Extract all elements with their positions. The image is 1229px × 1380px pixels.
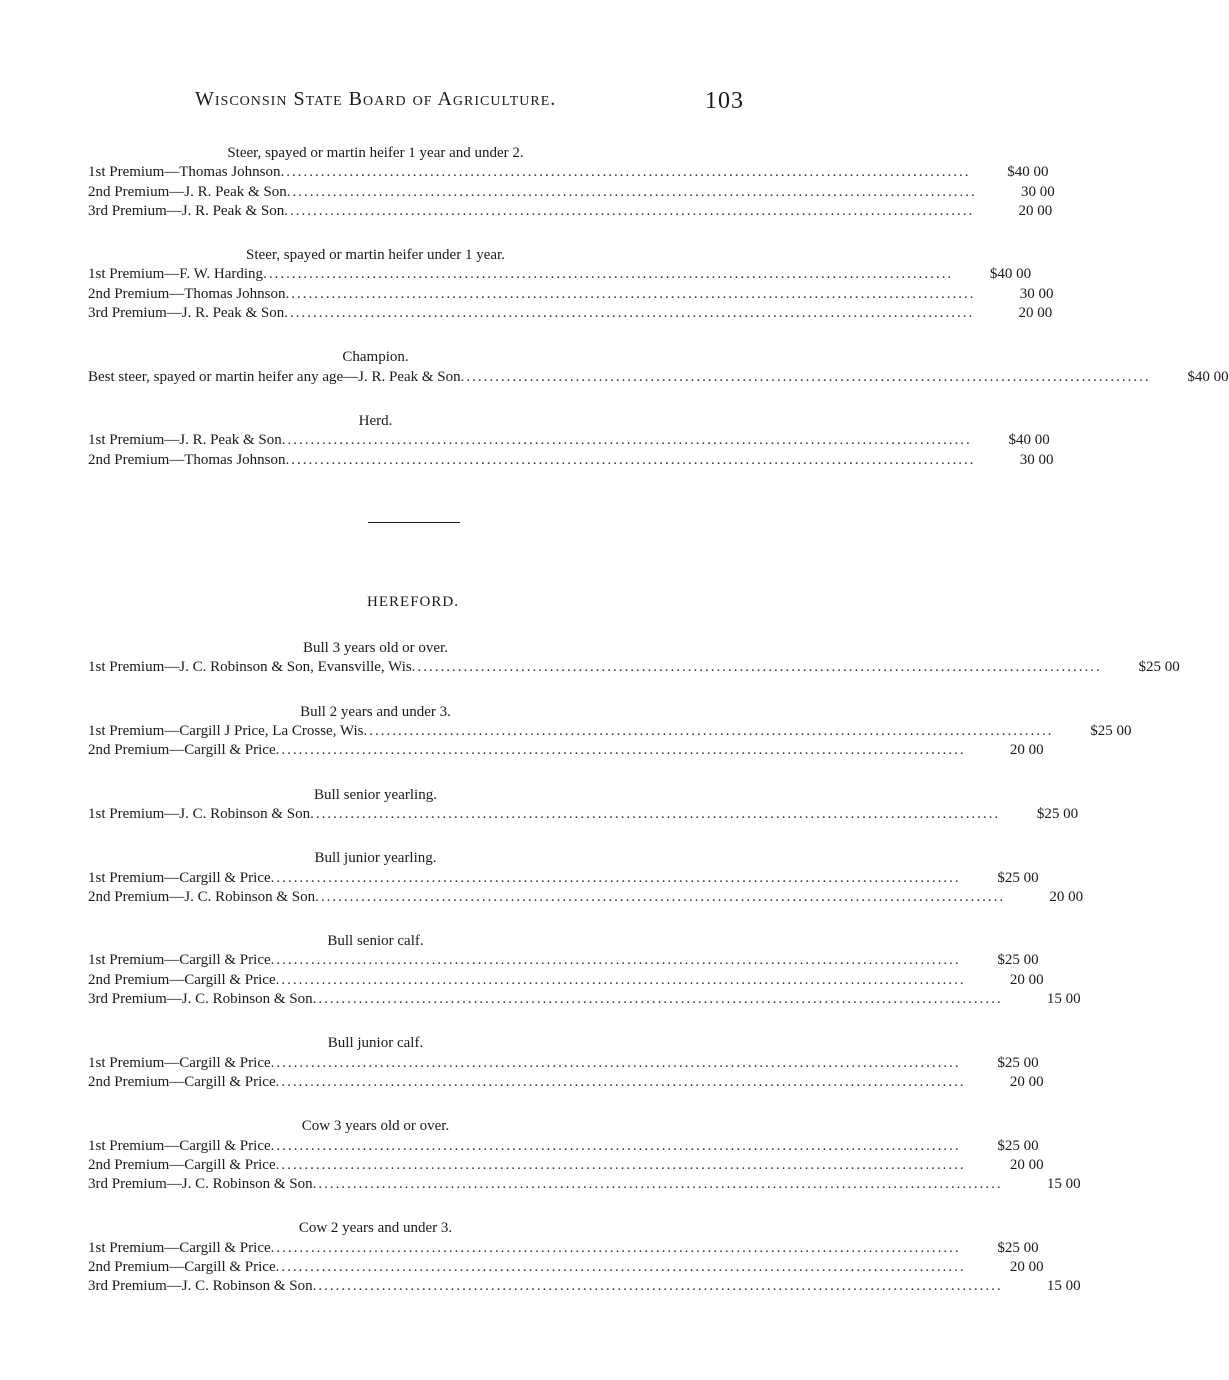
dot-leader: ........................................................................................................................: [286, 183, 977, 200]
award-entry: 1st Premium—Cargill & Price: [88, 952, 271, 969]
dot-leader: ........................................................................................................................: [275, 971, 966, 988]
prize-amount: 30 00: [1019, 451, 1054, 468]
premium-row: [88, 805, 1079, 824]
premium-row: [88, 431, 1050, 450]
award-entry: 1st Premium—F. W. Harding: [88, 266, 264, 283]
prize-amount: $25 00: [1138, 659, 1180, 676]
award-entry: 3rd Premium—J. C. Robinson & Son: [88, 1278, 313, 1295]
award-entry: 1st Premium—J. C. Robinson & Son, Evansville, Wis: [88, 659, 412, 676]
premium-row: [88, 971, 1044, 990]
prize-amount: $25 00: [1036, 805, 1079, 822]
premium-section: [88, 849, 1084, 907]
premium-row: [88, 1054, 1039, 1073]
section-heading: Steer, spayed or martin heifer 1 year and under 2.: [227, 145, 524, 161]
dot-leader: ........................................................................................................................: [284, 305, 975, 322]
premium-row: [88, 1175, 1081, 1194]
premium-section: [88, 786, 1079, 825]
prize-amount: 15 00: [1046, 991, 1081, 1008]
dot-leader: ........................................................................................................................: [285, 285, 976, 302]
premium-row: [88, 451, 1054, 470]
award-entry: 1st Premium—Cargill & Price: [88, 1054, 271, 1071]
premium-section: [88, 412, 1054, 470]
dot-leader: ........................................................................................................................: [281, 432, 972, 449]
premium-row: [88, 1156, 1044, 1175]
dot-leader: ........................................................................................................................: [270, 1137, 961, 1154]
premium-row: [88, 285, 1054, 304]
prize-amount: $25 00: [1090, 723, 1132, 740]
running-header: [195, 88, 740, 111]
dot-leader: ........................................................................................................................: [270, 952, 961, 969]
section-heading: Herd.: [358, 412, 393, 429]
dot-leader: ........................................................................................................................: [310, 805, 1001, 822]
premium-row: [88, 951, 1039, 970]
dot-leader: ........................................................................................................................: [284, 202, 975, 219]
prize-amount: 15 00: [1046, 1278, 1081, 1295]
premium-row: [88, 163, 1049, 182]
premium-section: [88, 932, 1081, 1009]
dot-leader: ........................................................................................................................: [270, 1054, 961, 1071]
premium-section: [88, 703, 1132, 761]
award-entry: 1st Premium—Thomas Johnson: [88, 164, 281, 181]
dot-leader: ........................................................................................................................: [275, 742, 966, 759]
prize-amount: 20 00: [1009, 742, 1044, 759]
award-entry: 1st Premium—J. C. Robinson & Son: [88, 805, 311, 822]
award-entry: 1st Premium—Cargill & Price: [88, 1137, 271, 1154]
dot-leader: ........................................................................................................................: [285, 451, 976, 468]
award-entry: 2nd Premium—Cargill & Price: [88, 1156, 276, 1173]
premium-row: [88, 202, 1053, 221]
premium-row: [88, 1137, 1039, 1156]
section-gap: [88, 1009, 740, 1034]
premium-section: [88, 348, 1229, 387]
section-heading: Steer, spayed or martin heifer under 1 year.: [246, 247, 505, 264]
dot-leader: ........................................................................................................................: [280, 164, 971, 181]
award-entry: Best steer, spayed or martin heifer any age—J. R. Peak & Son: [88, 368, 461, 385]
premium-section: [88, 1117, 1081, 1194]
prize-amount: 30 00: [1021, 183, 1055, 200]
dot-leader: ........................................................................................................................: [363, 723, 1054, 740]
prize-amount: 15 00: [1046, 1176, 1081, 1193]
premium-section: [88, 639, 1180, 678]
section-gap: [88, 761, 740, 786]
premium-row: [88, 1239, 1039, 1258]
section-gap: [88, 323, 740, 348]
prize-amount: 20 00: [1009, 1073, 1044, 1090]
dot-leader: ........................................................................................................................: [312, 1278, 1003, 1295]
award-entry: 2nd Premium—Cargill & Price: [88, 1073, 276, 1090]
section-gap: [88, 1092, 740, 1117]
page-title: Wisconsin State Board of Agriculture.: [195, 88, 557, 110]
section-heading: Cow 2 years and under 3.: [298, 1220, 453, 1237]
section-divider: [368, 522, 460, 523]
dot-leader: ........................................................................................................................: [263, 266, 954, 283]
award-entry: 1st Premium—Cargill & Price: [88, 1239, 271, 1256]
dot-leader: ........................................................................................................................: [460, 368, 1151, 385]
section-gap: [88, 907, 740, 932]
award-entry: 2nd Premium—J. R. Peak & Son: [88, 183, 287, 200]
section-heading: Bull 3 years old or over.: [303, 640, 448, 657]
section-gap: [88, 387, 740, 412]
prize-amount: $40 00: [989, 266, 1032, 283]
dot-leader: ........................................................................................................................: [312, 1176, 1003, 1193]
section-heading: Bull junior yearling.: [314, 850, 437, 867]
premium-row: [88, 368, 1229, 387]
award-entry: 2nd Premium—J. C. Robinson & Son: [88, 888, 316, 905]
prize-amount: $40 00: [1007, 164, 1049, 181]
prize-amount: 20 00: [1009, 971, 1044, 988]
dot-leader: ........................................................................................................................: [275, 1073, 966, 1090]
award-entry: 3rd Premium—J. C. Robinson & Son: [88, 991, 313, 1008]
section-heading: Cow 3 years old or over.: [301, 1118, 450, 1135]
section-heading: Bull junior calf.: [327, 1035, 424, 1052]
premium-row: [88, 722, 1132, 741]
prize-amount: $40 00: [1187, 368, 1229, 385]
award-entry: 2nd Premium—Cargill & Price: [88, 971, 276, 988]
premium-section: [88, 246, 1054, 323]
award-entry: 1st Premium—Cargill & Price: [88, 869, 271, 886]
prize-amount: 20 00: [1049, 888, 1084, 905]
page-number: 103: [705, 88, 744, 114]
premium-row: [88, 1073, 1044, 1092]
section-gap: [88, 221, 740, 246]
prize-amount: $25 00: [997, 1054, 1039, 1071]
premium-row: [88, 1277, 1081, 1296]
dot-leader: ........................................................................................................................: [312, 991, 1003, 1008]
premium-section: [88, 144, 1055, 221]
dot-leader: ........................................................................................................................: [275, 1156, 966, 1173]
premium-row: [88, 304, 1053, 323]
prize-amount: 20 00: [1018, 202, 1053, 219]
section-heading: Bull 2 years and under 3.: [300, 703, 451, 720]
premium-section: [88, 1034, 1044, 1092]
dot-leader: ........................................................................................................................: [411, 659, 1102, 676]
premium-row: [88, 1258, 1044, 1277]
award-entry: 1st Premium—Cargill J Price, La Crosse, Wis: [88, 723, 364, 740]
dot-leader: ........................................................................................................................: [315, 888, 1006, 905]
award-entry: 3rd Premium—J. R. Peak & Son: [88, 305, 285, 322]
prize-amount: $25 00: [997, 869, 1039, 886]
award-entry: 2nd Premium—Cargill & Price: [88, 1258, 276, 1275]
premium-row: [88, 741, 1044, 760]
award-entry: 3rd Premium—J. C. Robinson & Son: [88, 1176, 313, 1193]
premium-row: [88, 990, 1081, 1009]
award-entry: 2nd Premium—Thomas Johnson: [88, 285, 286, 302]
prize-amount: $25 00: [997, 1239, 1039, 1256]
steer-sections: [88, 144, 1229, 470]
dot-leader: ........................................................................................................................: [275, 1258, 966, 1275]
section-heading: Champion.: [342, 349, 409, 366]
premium-row: [88, 869, 1039, 888]
award-entry: 2nd Premium—Thomas Johnson: [88, 451, 286, 468]
award-entry: 2nd Premium—Cargill & Price: [88, 742, 276, 759]
prize-amount: 20 00: [1009, 1156, 1044, 1173]
premium-list: [88, 144, 1229, 1297]
section-gap: [88, 678, 740, 703]
dot-leader: ........................................................................................................................: [270, 869, 961, 886]
prize-amount: $25 00: [997, 1137, 1039, 1154]
prize-amount: 20 00: [1009, 1258, 1044, 1275]
premium-row: [88, 265, 1032, 284]
breed-heading: HEREFORD.: [367, 593, 459, 610]
premium-row: [88, 658, 1180, 677]
section-heading: Bull senior yearling.: [314, 786, 437, 803]
prize-amount: $40 00: [1008, 432, 1050, 449]
premium-row: [88, 183, 1055, 202]
premium-row: [88, 888, 1084, 907]
prize-amount: $25 00: [997, 952, 1039, 969]
hereford-sections: [88, 639, 1180, 1296]
prize-amount: 30 00: [1019, 285, 1054, 302]
prize-amount: 20 00: [1018, 305, 1053, 322]
section-heading: Bull senior calf.: [327, 933, 424, 950]
section-gap: [88, 824, 740, 849]
award-entry: 3rd Premium—J. R. Peak & Son: [88, 202, 285, 219]
award-entry: 1st Premium—J. R. Peak & Son: [88, 432, 282, 449]
section-gap: [88, 1194, 740, 1219]
premium-section: [88, 1219, 1081, 1296]
dot-leader: ........................................................................................................................: [270, 1239, 961, 1256]
